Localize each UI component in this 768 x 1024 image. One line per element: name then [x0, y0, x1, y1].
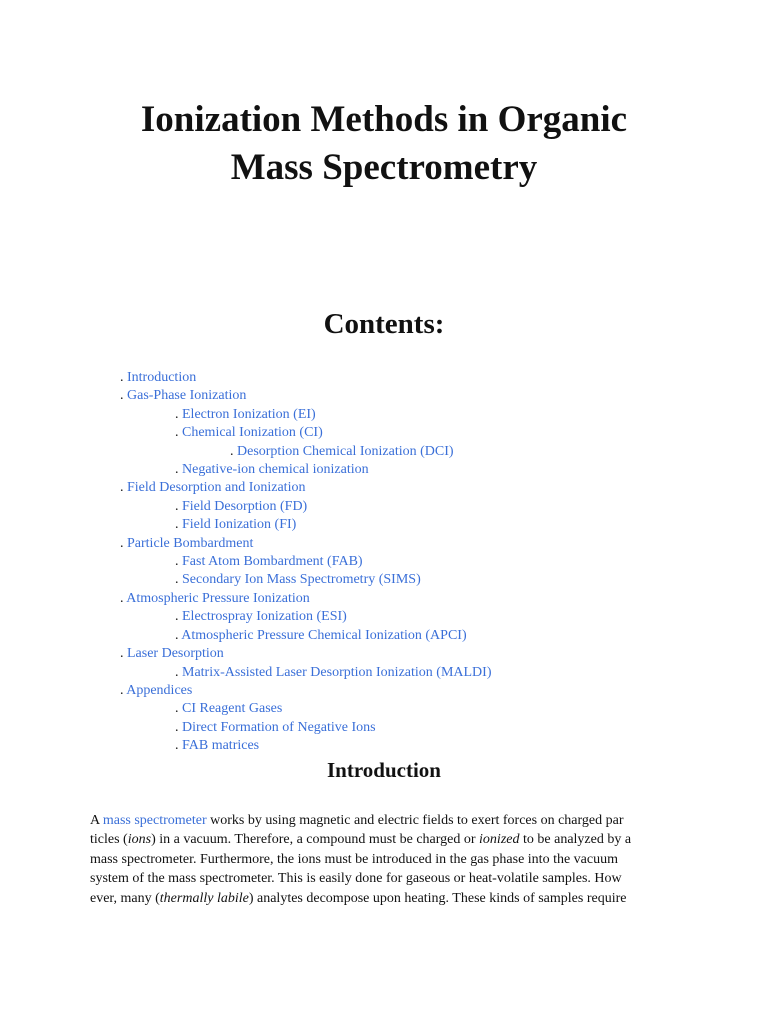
toc-item [120, 443, 491, 461]
toc-bullet: . [175, 627, 179, 643]
toc-link[interactable]: Atmospheric Pressure Chemical Ionization (APCI) [181, 627, 467, 643]
toc-link[interactable]: Electron Ionization (EI) [182, 406, 316, 422]
text-run: ) analytes decompose upon heating. These kinds of samples require [248, 890, 627, 906]
emphasis-ionized: ionized [479, 832, 520, 848]
document-title [0, 96, 768, 192]
emphasis-thermally-labile: thermally labile [159, 890, 249, 906]
paragraph-line: system of the mass spectrometer. This is easily done for gaseous or heat-volatile samples. How [90, 871, 622, 887]
toc-item [120, 516, 491, 534]
toc-link[interactable]: Gas-Phase Ionization [127, 388, 247, 404]
toc-item [120, 664, 491, 682]
text-run: ticles ( [90, 832, 128, 848]
toc-bullet: . [175, 572, 179, 588]
toc-link[interactable]: Secondary Ion Mass Spectrometry (SIMS) [182, 572, 421, 588]
mass-spectrometer-link[interactable]: mass spectrometer [102, 813, 207, 828]
toc-bullet: . [175, 498, 179, 514]
text-run: A [90, 813, 103, 828]
toc-item [120, 461, 491, 479]
toc-bullet: . [175, 719, 179, 735]
toc-item [120, 608, 491, 626]
toc-bullet: . [175, 738, 179, 754]
toc-bullet: . [120, 682, 124, 698]
toc-item [120, 571, 491, 589]
toc-bullet: . [175, 701, 179, 717]
paragraph-line [90, 811, 680, 830]
toc-bullet: . [175, 517, 179, 533]
toc-link[interactable]: Introduction [127, 370, 197, 385]
toc-bullet: . [175, 609, 179, 625]
toc-item [120, 553, 491, 571]
toc-link[interactable]: Field Ionization (FI) [182, 517, 297, 533]
toc-item [120, 406, 491, 424]
toc-link[interactable]: Negative-ion chemical ionization [182, 462, 369, 478]
introduction-paragraph [90, 811, 680, 908]
toc-bullet: . [230, 443, 234, 459]
document-title-line-1: Ionization Methods in Organic [140, 99, 628, 140]
toc-bullet: . [120, 535, 124, 551]
toc-item [120, 590, 491, 608]
toc-bullet: . [175, 406, 179, 422]
toc-link[interactable]: Electrospray Ionization (ESI) [182, 609, 347, 625]
document-title-line-2: Mass Spectrometry [230, 147, 538, 188]
toc-bullet: . [175, 554, 179, 570]
toc-link[interactable]: Chemical Ionization (CI) [182, 425, 323, 441]
toc-bullet: . [175, 425, 179, 441]
toc-item [120, 627, 491, 645]
text-run: works by using magnetic and electric fields to exert forces on charged par [206, 813, 624, 828]
toc-item [120, 498, 491, 516]
contents-heading: Contents: [323, 308, 445, 340]
toc-item [120, 737, 491, 755]
toc-link[interactable]: Laser Desorption [127, 646, 224, 662]
toc-item [120, 719, 491, 737]
toc-link[interactable]: Field Desorption and Ionization [127, 480, 306, 496]
toc-link[interactable]: Direct Formation of Negative Ions [182, 719, 376, 735]
toc-bullet: . [175, 664, 179, 680]
toc-link[interactable]: Field Desorption (FD) [182, 498, 308, 514]
introduction-heading: Introduction [327, 758, 441, 782]
toc-link[interactable]: Atmospheric Pressure Ionization [126, 590, 310, 606]
toc-link[interactable]: Matrix-Assisted Laser Desorption Ionization (MALDI) [182, 664, 492, 680]
toc-link[interactable]: CI Reagent Gases [182, 701, 283, 717]
toc-item [120, 682, 491, 700]
toc-item [120, 700, 491, 718]
toc-bullet: . [120, 480, 124, 496]
paragraph-line [90, 830, 680, 849]
toc-link[interactable]: Desorption Chemical Ionization (DCI) [237, 443, 454, 459]
table-of-contents [120, 369, 491, 756]
paragraph-line [90, 889, 680, 908]
toc-item [120, 369, 491, 387]
toc-bullet: . [120, 590, 124, 606]
paragraph-line: mass spectrometer. Furthermore, the ions must be introduced in the gas phase into the vacuum [90, 851, 618, 867]
toc-item [120, 645, 491, 663]
toc-bullet: . [120, 370, 124, 385]
text-run: ) in a vacuum. Therefore, a compound must be charged or [151, 832, 480, 848]
toc-bullet: . [175, 462, 179, 478]
toc-bullet: . [120, 646, 124, 662]
toc-link[interactable]: Particle Bombardment [127, 535, 254, 551]
toc-bullet: . [120, 388, 124, 404]
toc-item [120, 479, 491, 497]
text-run: to be analyzed by a [519, 832, 632, 848]
toc-link[interactable]: Fast Atom Bombardment (FAB) [182, 554, 363, 570]
emphasis-ions: ions [127, 832, 152, 848]
toc-item [120, 424, 491, 442]
toc-link[interactable]: FAB matrices [182, 738, 260, 754]
toc-item [120, 387, 491, 405]
text-run: ever, many ( [90, 890, 160, 906]
toc-link[interactable]: Appendices [126, 682, 193, 698]
toc-item [120, 535, 491, 553]
